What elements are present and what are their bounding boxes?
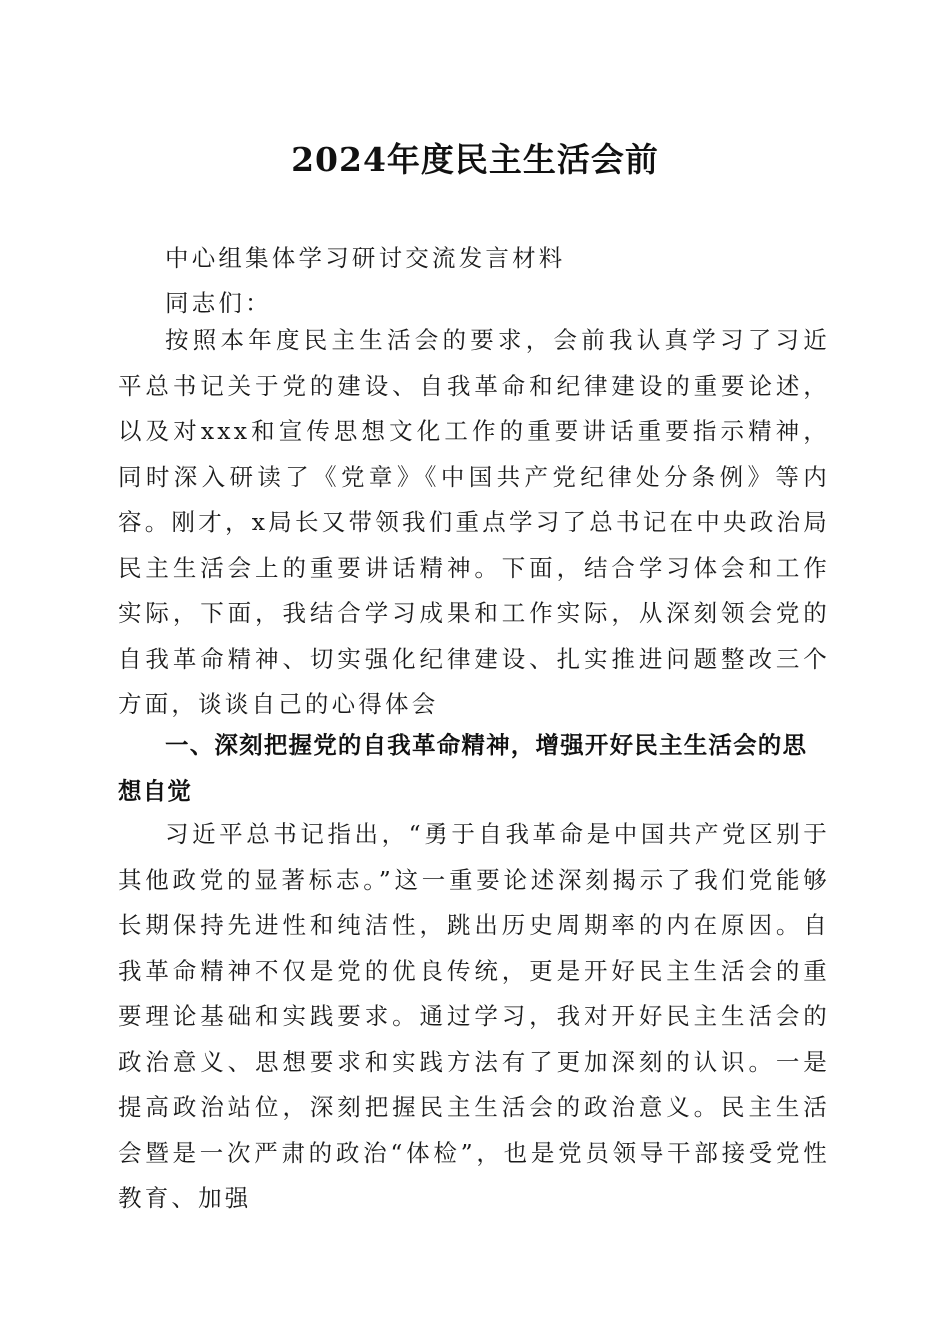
- paragraph-section-1: 习近平总书记指出，“勇于自我革命是中国共产党区别于其他政党的显著标志。”这一重要论述深刻揭示了我们党能够长期保持先进性和纯洁性，跳出历史周期率的内在原因。自我革命精神不仅是党的优良传统，更是开好民主生活会的重要理论基础和实践要求。通过学习，我对开好民主生活会的政治意义、思想要求和实践方法有了更加深刻的认识。一是提高政治站位，深刻把握民主生活会的政治意义。民主生活会暨是一次严肃的政治“体检”，也是党员领导干部接受党性教育、加强: [118, 820, 830, 1212]
- document-title: 2024年度民主生活会前: [291, 140, 659, 179]
- paragraph-intro: 按照本年度民主生活会的要求，会前我认真学习了习近平总书记关于党的建设、自我革命和纪律建设的重要论述，以及对xxx和宣传思想文化工作的重要讲话重要指示精神，同时深入研读了《党章》《中国共产党纪律处分条例》等内容。刚才，x局长又带领我们重点学习了总书记在中央政治局民主生活会上的重要讲话精神。下面，结合学习体会和工作实际，下面，我结合学习成果和工作实际，从深刻领会党的自我革命精神、切实强化纪律建设、扎实推进问题整改三个方面，谈谈自己的心得体会: [118, 326, 830, 718]
- document-subtitle: 中心组集体学习研讨交流发言材料: [165, 244, 566, 272]
- section-heading-1: 一、深刻把握党的自我革命精神，增强开好民主生活会的思想自觉: [118, 731, 808, 805]
- salutation: 同志们：: [165, 289, 272, 317]
